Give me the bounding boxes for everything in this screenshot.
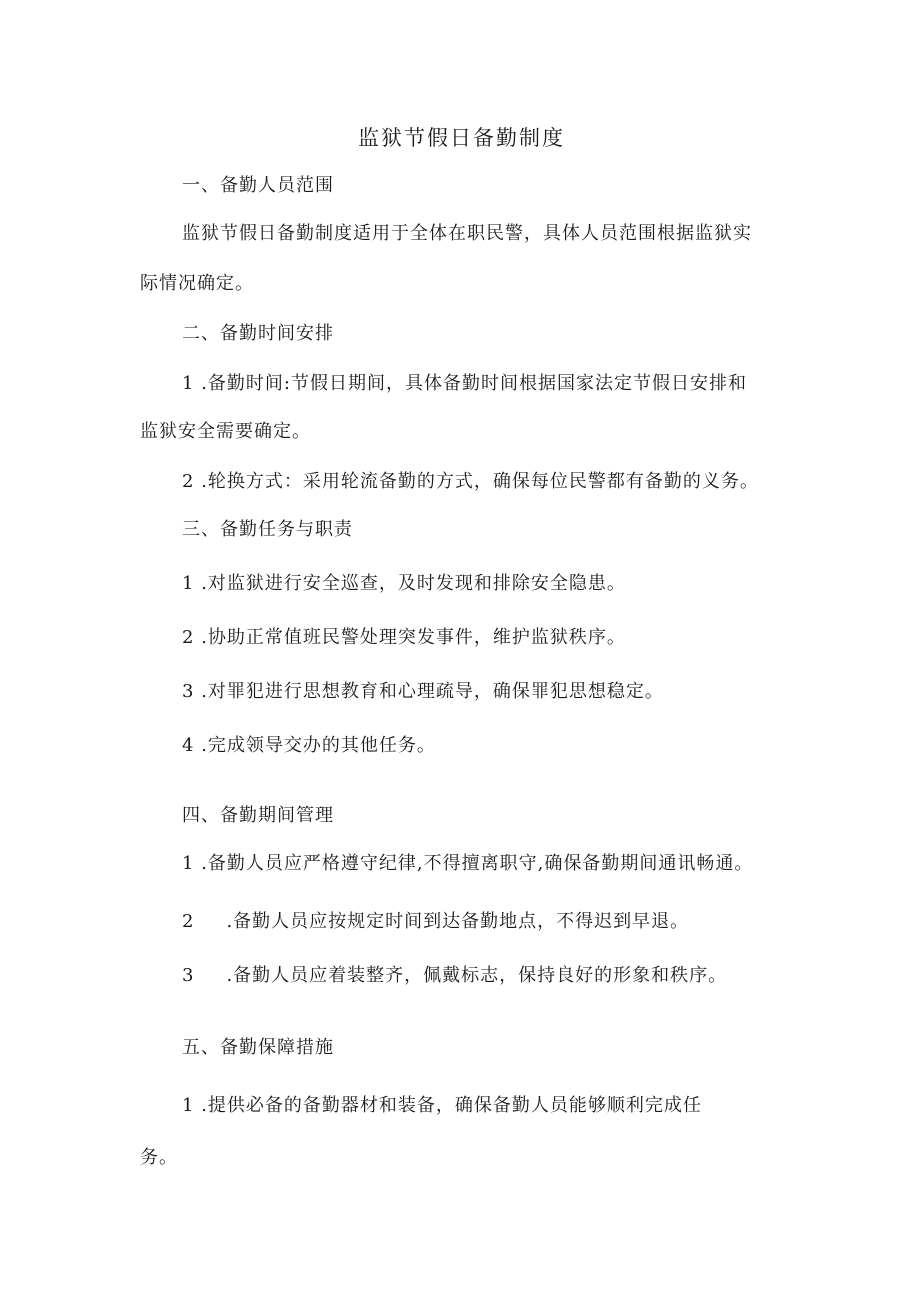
section-3-item-1 — [182, 572, 626, 596]
section-5-item-1 — [182, 1094, 702, 1118]
item-text: .备勤人员应严格遵守纪律,不得擅离职守,确保备勤期间通讯畅通。 — [201, 853, 754, 874]
item-number: 2 — [182, 627, 195, 648]
item-number: 1 — [182, 573, 195, 594]
item-text: .对监狱进行安全巡查，及时发现和排除安全隐患。 — [201, 573, 626, 594]
item-number: 2 — [182, 911, 195, 932]
item-text: .备勤人员应着装整齐，佩戴标志，保持良好的形象和秩序。 — [226, 965, 728, 986]
section-4-item-3 — [182, 964, 727, 988]
item-number: 1 — [182, 373, 195, 394]
section-2-item-2 — [182, 470, 759, 494]
item-number: 2 — [182, 471, 195, 492]
section-3-item-4 — [182, 734, 436, 758]
section-4-item-1 — [182, 852, 753, 876]
item-text: .备勤人员应按规定时间到达备勤地点，不得迟到早退。 — [226, 911, 690, 932]
item-number: 4 — [182, 735, 195, 756]
item-number: 3 — [182, 681, 195, 702]
item-text: .轮换方式：采用轮流备勤的方式，确保每位民警都有备勤的义务。 — [201, 471, 759, 492]
item-text: .完成领导交办的其他任务。 — [201, 735, 436, 756]
section-4-item-2 — [182, 910, 689, 934]
item-text: .提供必备的备勤器材和装备，确保备勤人员能够顺利完成任 — [201, 1095, 702, 1116]
section-1-heading: 一、备勤人员范围 — [182, 175, 334, 196]
section-3-heading: 三、备勤任务与职责 — [182, 519, 353, 540]
section-3-item-3 — [182, 680, 664, 704]
section-4-heading: 四、备勤期间管理 — [182, 805, 334, 826]
section-5-heading: 五、备勤保障措施 — [182, 1037, 334, 1058]
section-2-item-1-continuation: 监狱安全需要确定。 — [140, 421, 311, 442]
item-text: .对罪犯进行思想教育和心理疏导，确保罪犯思想稳定。 — [201, 681, 664, 702]
section-1-paragraph-line-2: 际情况确定。 — [140, 273, 254, 294]
item-number: 3 — [182, 965, 195, 986]
item-text: .备勤时间:节假日期间，具体备勤时间根据国家法定节假日安排和 — [201, 373, 747, 394]
page-title: 监狱节假日备勤制度 — [358, 126, 565, 150]
item-text: .协助正常值班民警处理突发事件，维护监狱秩序。 — [201, 627, 626, 648]
section-2-item-1 — [182, 372, 747, 396]
item-number: 1 — [182, 1095, 195, 1116]
section-3-item-2 — [182, 626, 626, 650]
item-number: 1 — [182, 853, 195, 874]
section-5-item-1-continuation: 务。 — [140, 1147, 178, 1168]
section-1-paragraph-line-1: 监狱节假日备勤制度适用于全体在职民警，具体人员范围根据监狱实 — [182, 223, 752, 244]
section-2-heading: 二、备勤时间安排 — [182, 323, 334, 344]
